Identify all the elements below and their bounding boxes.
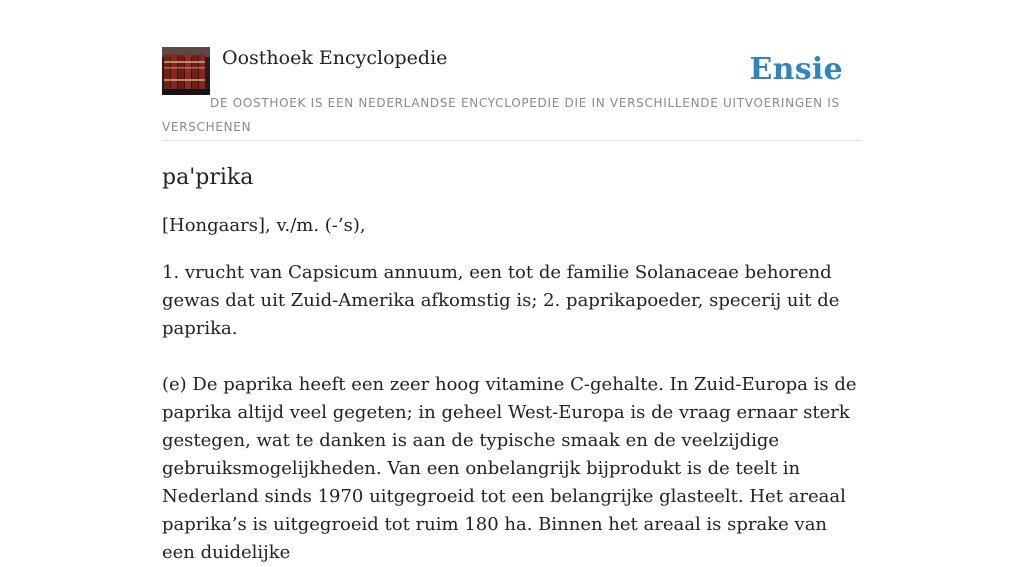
ensie-brand-link[interactable]: Ensie xyxy=(749,52,843,87)
entry-extra-text: (e) De paprika heeft een zeer hoog vitamine C-gehalte. In Zuid-Europa is de paprika altijd veel gegeten; in geheel West-Europa is de vraag ernaar sterk gestegen, wat te danken is aan de typische smaak en de veelzijdige gebruiksmogelijkheden. Van een onbelangrijk bijprodukt is de teelt in Nederland sinds 1970 uitgegroeid tot een belangrijke glasteelt. Het areaal paprika’s is uitgegroeid tot ruim 180 ha. Binnen het areaal is sprake van een duidelijke xyxy=(162,374,857,563)
entry-definition: 1. vrucht van Capsicum annuum, een tot de familie Solanaceae behorend gewas dat uit Zuid-Amerika afkomstig is; 2. paprikapoeder, specerij uit de paprika. xyxy=(162,262,840,339)
site-header xyxy=(162,46,862,141)
books-icon xyxy=(162,47,210,95)
encyclopedia-books-logo[interactable] xyxy=(162,47,210,95)
entry-grammar: [Hongaars], v./m. (-’s), xyxy=(162,215,366,236)
site-tagline: DE OOSTHOEK IS EEN NEDERLANDSE ENCYCLOPEDIE DIE IN VERSCHILLENDE UITVOERINGEN IS VERSCHENEN xyxy=(162,96,840,134)
entry-title: pa'prika xyxy=(162,165,254,190)
site-name[interactable]: Oosthoek Encyclopedie xyxy=(222,47,448,69)
entry-content xyxy=(162,160,862,567)
